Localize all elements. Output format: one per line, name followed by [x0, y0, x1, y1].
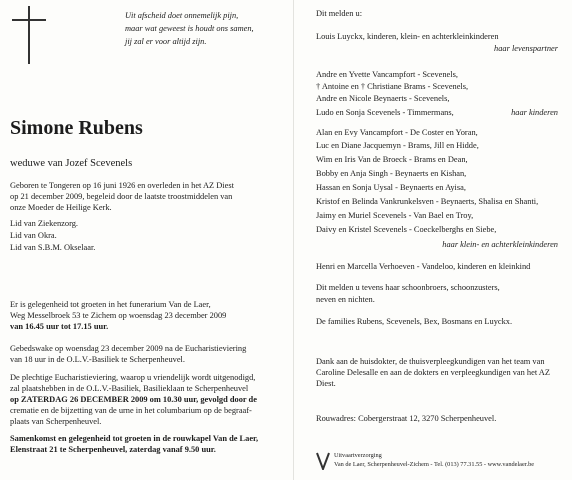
text-line: Samenkomst en gelegenheid tot groeten in de rouwkapel Van de Laer,: [10, 434, 259, 443]
undertaker-logo-icon: [316, 452, 330, 470]
text-line: Dank aan de huisdokter, de thuisverpleegkundigen van het team van: [316, 357, 545, 366]
children-role: haar kinderen: [511, 108, 558, 117]
announce-header: Dit melden u:: [316, 9, 363, 18]
footer-title: Uitvaartverzorging: [334, 452, 382, 459]
child-line: † Antoine en † Christiane Brams - Scevenels,: [316, 82, 469, 91]
grandchild-line: Luc en Diane Jacquemyn - Brams, Jill en Hidde,: [316, 141, 479, 150]
text-line: op 21 december 2009, begeleid door de laatste troostmiddelen van: [10, 192, 233, 201]
partner-line: Louis Luyckx, kinderen, klein- en achterkleinkinderen: [316, 32, 499, 41]
partner-role: haar levenspartner: [494, 44, 558, 53]
text-line: Weg Messelbroek 53 te Zichem op woensdag 23 december 2009: [10, 311, 227, 320]
text-line: Elenstraat 21 te Scherpenheuvel, zaterdag vanaf 9.50 uur.: [10, 445, 216, 454]
text-line: Diest.: [316, 379, 336, 388]
families-line: De families Rubens, Scevenels, Bex, Bosmans en Luyckx.: [316, 317, 513, 326]
text-line: onze Moeder de Heilige Kerk.: [10, 203, 112, 212]
grandchildren-role: haar klein- en achterkleinkinderen: [442, 240, 558, 249]
deceased-name: Simone Rubens: [10, 117, 143, 139]
grandchild-line: Jaimy en Muriel Scevenels - Van Bael en Troy,: [316, 211, 474, 220]
poem-line: maar wat geweest is houdt ons samen,: [125, 24, 254, 33]
text-line: Dit melden u tevens haar schoonbroers, schoonzusters,: [316, 283, 500, 292]
text-line: De plechtige Eucharistieviering, waarop u vriendelijk wordt uitgenodigd,: [10, 373, 256, 382]
text-line: Gebedswake op woensdag 23 december 2009 na de Eucharistieviering: [10, 344, 247, 353]
grandchild-line: Hassan en Sonja Uysal - Beynaerts en Ayisa,: [316, 183, 466, 192]
child-line: Ludo en Sonja Scevenels - Timmermans,: [316, 108, 454, 117]
text-line: Caroline Delesalle en aan de dokters en verpleegkundigen van het AZ: [316, 368, 550, 377]
membership: Lid van S.B.M. Okselaar.: [10, 243, 96, 252]
poem-line: jij zal er voor altijd zijn.: [125, 37, 207, 46]
grandchild-line: Bobby en Anja Singh - Beynaerts en Kishan,: [316, 169, 467, 178]
text-line: neven en nichten.: [316, 295, 375, 304]
text-line: Geboren te Tongeren op 16 juni 1926 en overleden in het AZ Diest: [10, 181, 234, 190]
visit-hours: van 16.45 uur tot 17.15 uur.: [10, 322, 109, 331]
text-line: Er is gelegenheid tot groeten in het funerarium Van de Laer,: [10, 300, 211, 309]
text-line: zal plaatshebben in de O.L.V.-Basiliek, Basilieklaan te Scherpenheuvel: [10, 384, 249, 393]
footer-contact: Van de Laer, Scherpenheuvel-Zichem - Tel. (013) 77.31.55 - www.vandelaer.be: [334, 461, 535, 468]
child-line: Andre en Nicole Beynaerts - Scevenels,: [316, 94, 450, 103]
membership: Lid van Okra.: [10, 231, 57, 240]
grandchild-line: Alan en Evy Vancampfort - De Coster en Yoran,: [316, 128, 478, 137]
child-line: Andre en Yvette Vancampfort - Scevenels,: [316, 70, 458, 79]
mourning-address: Rouwadres: Cobergerstraat 12, 3270 Scherpenheuvel.: [316, 414, 497, 423]
text-line: plaats van Scherpenheuvel.: [10, 417, 102, 426]
widow-of: weduwe van Jozef Scevenels: [10, 158, 133, 169]
text-line: crematie en de bijzetting van de urne in het columbarium op de begraaf-: [10, 406, 252, 415]
grandchild-line: Daivy en Kristel Scevenels - Coeckelberghs en Siebe,: [316, 225, 497, 234]
grandchild-line: Kristof en Belinda Vankrunkelsven - Beynaerts, Shalisa en Shanti,: [316, 197, 539, 206]
membership: Lid van Ziekenzorg.: [10, 219, 78, 228]
ceremony-date: op ZATERDAG 26 DECEMBER 2009 om 10.30 uur, gevolgd door de: [10, 395, 257, 404]
fold-line: [293, 0, 294, 480]
poem-line: Uit afscheid doet onnemelijk pijn,: [125, 11, 239, 20]
grandchild-line: Wim en Iris Van de Broeck - Brams en Dean,: [316, 155, 468, 164]
text-line: van 18 uur in de O.L.V.-Basiliek te Scherpenheuvel.: [10, 355, 185, 364]
other-family: Henri en Marcella Verhoeven - Vandeloo, kinderen en kleinkind: [316, 262, 531, 271]
